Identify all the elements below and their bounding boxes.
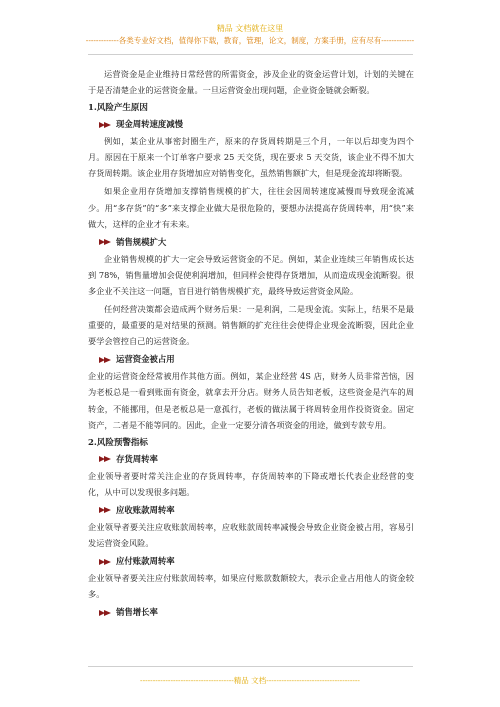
paragraph: 任何经营决策都会造成两个财务后果：一是利润，二是现金流。实际上，结果不是最重要的，最重要的是对结果的预测。销售额的扩充往往会使得企业现金流断裂，因此企业要学会管控自己的运营资金。 — [88, 304, 414, 347]
paragraph: 企业销售规模的扩大一定会导致运营资金的不足。例如，某企业连续三年销售成长达到 78%，销售量增加会促使利润增加，但同样会使得存货增加，从而造成现金流断裂。很多企业不关注这一问题，盲目进行销售规模扩充，最终导致运营资金风险。 — [88, 253, 414, 296]
page-footer — [0, 675, 500, 686]
paragraph: 企业领导者要时常关注企业的存货周转率，存货周转率的下降或增长代表企业经营的变化，从中可以发现很多问题。 — [88, 470, 414, 497]
arrow-bullet-icon — [98, 454, 112, 464]
footer-divider — [88, 666, 413, 667]
subheading-text: 应收账款周转率 — [116, 504, 175, 515]
subheading — [98, 451, 414, 468]
subheading — [98, 553, 414, 570]
paragraph: 例如，某企业从事密封圈生产，原来的存货周转期是三个月，一年以后却变为四个月。原因在于原来一个订单客户要求 25 天交货，现在要求 5 天交货，该企业不得不加大存货周转期。该企业用存货增加应对销售变化，虽然销售额扩大，但是现金流却将断裂。 — [88, 136, 414, 179]
arrow-bullet-icon — [98, 557, 112, 567]
footer-dashes-right: ------------------------------------- — [266, 676, 360, 685]
subheading — [98, 234, 414, 251]
section-heading: 2.风险预警指标 — [88, 437, 148, 448]
header-tagline: -------------各类专业好文档，值得你下载，教育，管理，论文，制度，方案手册，应有尽有------------- — [85, 36, 415, 45]
arrow-bullet-icon — [98, 237, 112, 247]
paragraph: 企业的运营资金经常被用作其他方面。例如，某企业经营 4S 店，财务人员非常苦恼，因为老板总是一看到账面有资金，就拿去开分店。财务人员告知老板，这些资金是汽车的周转金，不能挪用，但是老板总是一意孤行，老板的做法属于将周转金用作投资资金。固定资产，二者是不能等同的。因此，企业一定要分清各项资金的用途，做到专款专用。 — [88, 371, 414, 430]
subheading-text: 应付账款周转率 — [116, 556, 175, 567]
arrow-bullet-icon — [98, 120, 112, 130]
document-body — [88, 66, 414, 621]
subheading — [98, 116, 414, 133]
subheading — [98, 502, 414, 519]
subheading — [98, 351, 414, 368]
arrow-bullet-icon — [98, 505, 112, 515]
subheading — [98, 604, 414, 621]
subheading-text: 销售规模扩大 — [116, 236, 167, 247]
paragraph: 企业领导者要关注应付账款周转率，如果应付账款数额较大，表示企业占用他人的资金较多。 — [88, 573, 414, 600]
paragraph: 如果企业用存货增加支撑销售规模的扩大，往往会因周转速度减慢而导致现金流减少。用“多存货”的“多”来支撑企业做大是很危险的，要想办法提高存货周转率，用“快”来做大，这样的企业才有未来。 — [88, 186, 414, 229]
section-heading: 1.风险产生原因 — [88, 103, 148, 114]
arrow-bullet-icon — [98, 608, 112, 618]
subheading-text: 运营资金被占用 — [116, 354, 175, 365]
header-divider — [88, 54, 413, 55]
subheading-text: 存货周转率 — [116, 453, 158, 464]
subheading-text: 销售增长率 — [116, 607, 158, 618]
paragraph: 运营资金是企业维持日常经营的所需资金，涉及企业的资金运营计划，计划的关键在于是否清楚企业的运营资金量。一旦运营资金出现问题，企业资金链就会断裂。 — [88, 69, 414, 96]
footer-text: 精品 文档 — [233, 676, 267, 685]
header-title: 精品 文档就在这里 — [216, 24, 284, 33]
arrow-bullet-icon — [98, 355, 112, 365]
subheading-text: 现金周转速度减慢 — [116, 119, 183, 130]
paragraph: 企业领导者要关注应收账款周转率，应收账款周转率减慢会导致企业资金被占用，容易引发运营资金风险。 — [88, 521, 414, 548]
page-header — [0, 23, 500, 46]
footer-dashes-left: ------------------------------------- — [140, 676, 234, 685]
